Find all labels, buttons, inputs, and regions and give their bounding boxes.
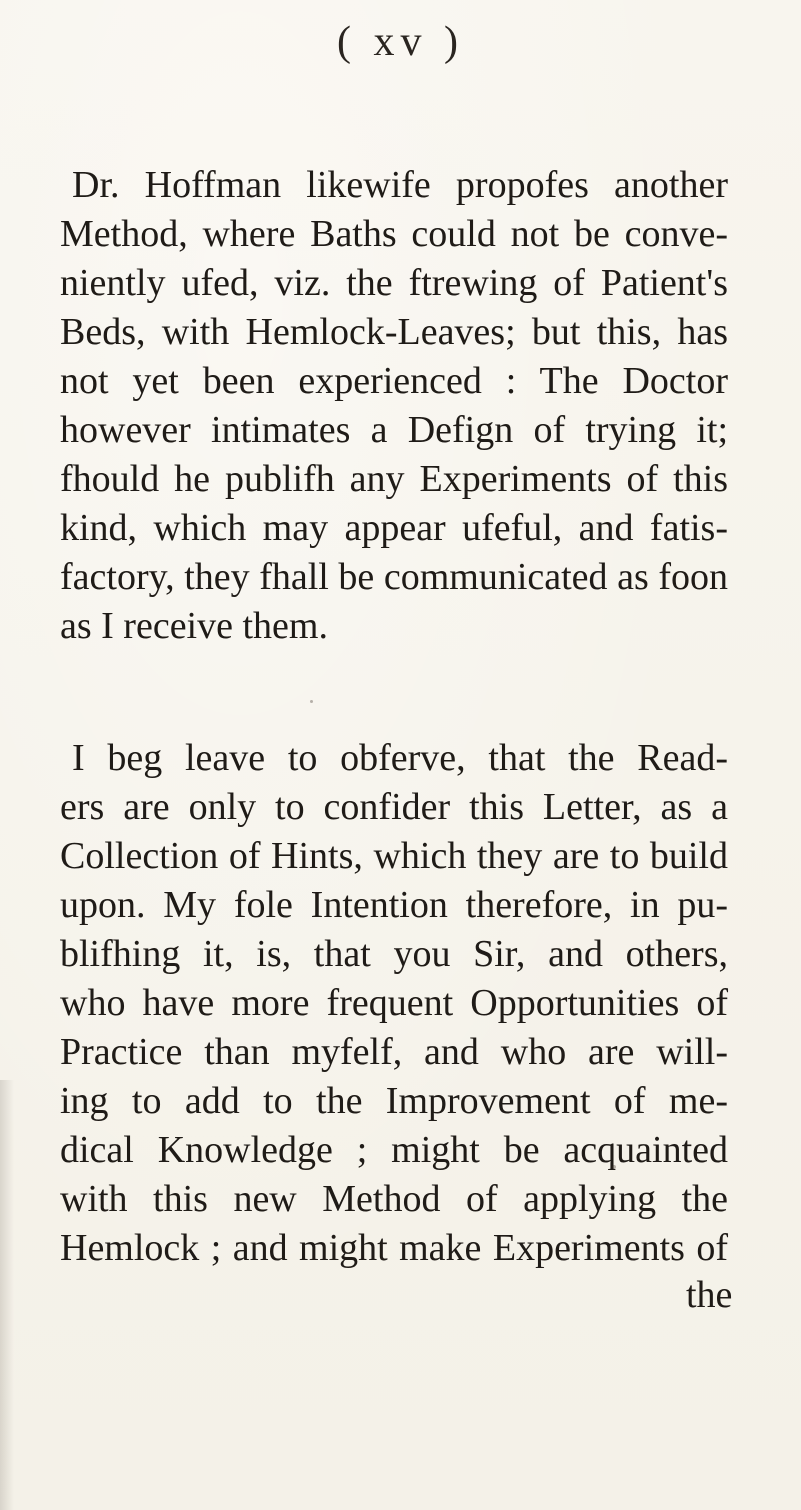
text-line: Collection of Hints, which they are to build xyxy=(60,835,728,877)
text-line: fhould he publifh any Experiments of this xyxy=(60,458,728,500)
text-line: niently ufed, viz. the ftrewing of Patient's xyxy=(60,262,728,304)
page-edge-shadow xyxy=(0,1080,14,1510)
text-line: dical Knowledge ; might be acquainted xyxy=(60,1129,728,1171)
text-line: with this new Method of applying the xyxy=(60,1178,728,1220)
text-line: factory, they fhall be communicated as foon xyxy=(60,556,728,598)
text-line: ers are only to confider this Letter, as a xyxy=(60,786,728,828)
text-line: upon. My fole Intention therefore, in pu- xyxy=(60,884,728,926)
text-line: Hemlock ; and might make Experiments of xyxy=(60,1227,728,1269)
text-line: blifhing it, is, that you Sir, and others, xyxy=(60,933,728,975)
text-line: ing to add to the Improvement of me- xyxy=(60,1080,728,1122)
paper-speck xyxy=(310,700,313,703)
text-line: Method, where Baths could not be conve- xyxy=(60,213,728,255)
paper-speck xyxy=(690,1285,692,1288)
catchword: the xyxy=(686,1274,733,1316)
page-number-header: ( xv ) xyxy=(337,19,464,65)
paper-speck xyxy=(612,1165,616,1169)
text-line: Beds, with Hemlock-Leaves; but this, has xyxy=(60,311,728,353)
text-line: not yet been experienced : The Doctor xyxy=(60,360,728,402)
text-line: however intimates a Defign of trying it; xyxy=(60,409,728,451)
text-line: Practice than myfelf, and who are will- xyxy=(60,1031,728,1073)
text-line: I beg leave to obferve, that the Read- xyxy=(72,737,728,779)
text-line: Dr. Hoffman likewife propofes another xyxy=(72,164,728,206)
text-line: who have more frequent Opportunities of xyxy=(60,982,728,1024)
text-line: as I receive them. xyxy=(60,605,328,647)
text-line: kind, which may appear ufeful, and fatis- xyxy=(60,507,728,549)
